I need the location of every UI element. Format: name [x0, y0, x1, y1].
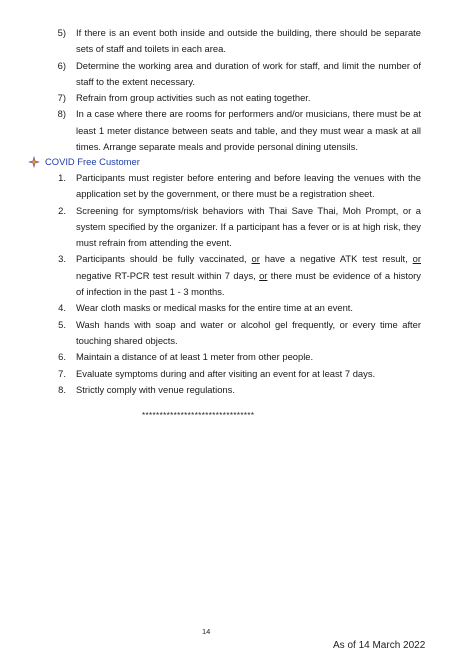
list-item-number: 6.: [58, 351, 66, 363]
list-item-number: 6): [57, 59, 66, 71]
text-run: negative RT-PCR test result within 7 days,: [76, 269, 260, 281]
list-item-text: Strictly comply with venue regulations.: [76, 383, 235, 395]
text-run: have a negative ATK test result,: [259, 253, 413, 265]
list-item: [0, 25, 463, 58]
list-item: [0, 349, 463, 365]
customer-guidelines-list: [0, 170, 463, 398]
list-item-text: Wash hands with soap and water or alcohol gel frequently, or every time after touching shared objects.: [76, 318, 421, 346]
list-item: [0, 251, 463, 300]
list-item-text: Evaluate symptoms during and after visiting an event for at least 7 days.: [76, 367, 376, 379]
list-item-text: [76, 251, 421, 300]
list-item: [0, 58, 463, 91]
page-number: 14: [202, 627, 211, 636]
underlined-or: or: [251, 253, 260, 265]
text-run: Participants should be fully vaccinated,: [76, 253, 252, 265]
list-item: [0, 203, 463, 252]
list-item-number: 5): [57, 27, 66, 38]
list-item-text: Screening for symptoms/risk behaviors with Thai Save Thai, Moh Prompt, or a system specified by the organizer. If a participant has a fever or is at high risk, they must refrain from attending the event.: [76, 204, 421, 249]
list-item: [0, 317, 463, 350]
list-item-number: 8.: [58, 383, 66, 395]
list-item: [0, 366, 463, 382]
staff-guidelines-list: [0, 25, 463, 155]
list-item: [0, 382, 463, 398]
separator-stars: ********************************: [142, 411, 255, 420]
list-item: [0, 106, 463, 155]
list-item-text: Maintain a distance of at least 1 meter from other people.: [76, 351, 314, 363]
list-item: [0, 170, 463, 203]
list-item-number: 7): [57, 92, 66, 104]
list-item-number: 7.: [58, 367, 66, 379]
list-item-text: Wear cloth masks or medical masks for the entire time at an event.: [76, 302, 354, 314]
underlined-or: or: [412, 253, 421, 265]
bullet-star-icon: [28, 156, 40, 168]
list-item-number: 1.: [58, 172, 66, 183]
list-item-number: 5.: [58, 318, 66, 330]
list-item-number: 3.: [58, 253, 66, 265]
text-run: there must be evidence of a history of infection in the past 1 - 3 months.: [76, 269, 421, 298]
section-heading-text: COVID Free Customer: [45, 156, 140, 167]
section-heading: [28, 154, 140, 170]
list-item-text: Participants must register before entering and before leaving the venues with the application set by the government, or there must be a registration sheet.: [76, 172, 421, 200]
list-item-number: 8): [57, 108, 66, 120]
list-item-text: Refrain from group activities such as not eating together.: [76, 92, 311, 104]
list-item-text: Determine the working area and duration of work for staff, and limit the number of staff to the extent necessary.: [76, 59, 421, 87]
list-item-number: 2.: [58, 204, 66, 216]
list-item-number: 4.: [58, 302, 66, 314]
list-item-text: In a case where there are rooms for performers and/or musicians, there must be at least 1 meter distance between seats and table, and they must wear a mask at all times. Arrange separate meals and provide personal dining utensils.: [76, 108, 421, 153]
footer-date: As of 14 March 2022: [333, 640, 426, 651]
list-item: [0, 300, 463, 316]
underlined-or: or: [259, 269, 268, 281]
list-item: [0, 90, 463, 106]
list-item-text: If there is an event both inside and outside the building, there should be separate sets of staff and toilets in each area.: [76, 27, 421, 55]
